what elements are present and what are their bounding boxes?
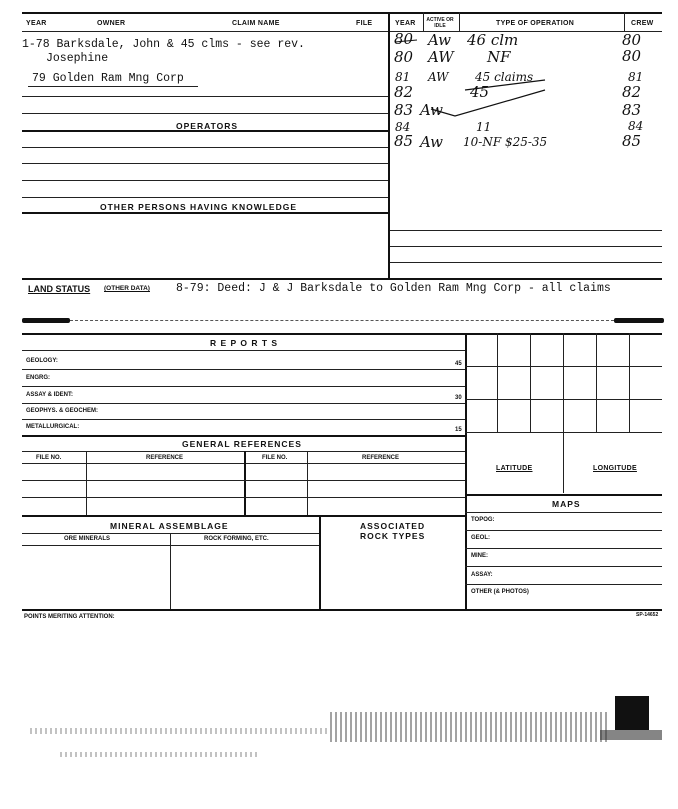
activity-crew: 84 bbox=[628, 119, 644, 133]
activity-status: AW bbox=[428, 70, 449, 84]
form-code: SP-14652 bbox=[636, 612, 659, 618]
points-meriting-attention: POINTS MERITING ATTENTION: bbox=[24, 614, 115, 620]
activity-operation: 45 claims bbox=[475, 70, 534, 84]
maps-top-rule bbox=[465, 494, 662, 496]
scan-noise-strip bbox=[60, 752, 260, 757]
scan-dark-smudge bbox=[600, 730, 662, 740]
general-references-title: GENERAL REFERENCES bbox=[182, 439, 302, 449]
report-number: 30 bbox=[455, 395, 462, 401]
report-number: 15 bbox=[455, 427, 462, 433]
grid-line-h3 bbox=[465, 432, 662, 433]
top-border bbox=[22, 12, 662, 14]
maps-geol: GEOL: bbox=[471, 535, 490, 541]
gen-ref-file-no-2: FILE NO. bbox=[262, 455, 288, 461]
grid-line-v3 bbox=[563, 333, 564, 493]
reports-title-rule bbox=[22, 350, 465, 351]
scan-noise-strip bbox=[30, 728, 330, 734]
operator-rule-4 bbox=[22, 197, 388, 198]
mineral-col-divider bbox=[170, 533, 171, 609]
activity-operation: 11 bbox=[476, 120, 492, 134]
report-label: METALLURGICAL: bbox=[26, 424, 80, 430]
report-label: GEOLOGY: bbox=[26, 358, 58, 364]
maps-rule bbox=[465, 584, 662, 585]
activity-crew: 83 bbox=[622, 101, 642, 119]
handwriting-strokes bbox=[395, 30, 665, 160]
col-divider-crew bbox=[624, 12, 625, 32]
maps-title: MAPS bbox=[552, 499, 581, 509]
header-year: YEAR bbox=[26, 20, 47, 27]
report-rule bbox=[22, 403, 465, 404]
activity-crew: 85 bbox=[622, 132, 642, 150]
owner-rule-2 bbox=[22, 113, 388, 114]
gen-ref-file-no: FILE NO. bbox=[36, 455, 62, 461]
activity-crew: 81 bbox=[628, 70, 644, 84]
header-active-or-idle: ACTIVE OR IDLE bbox=[426, 17, 454, 29]
reports-title: R E P O R T S bbox=[210, 338, 279, 348]
scan-dash-rule bbox=[70, 320, 614, 321]
associated-divider bbox=[319, 515, 321, 609]
scan-black-square bbox=[615, 696, 649, 730]
scan-mark-left bbox=[22, 318, 70, 323]
header-owner: OWNER bbox=[97, 20, 126, 27]
other-persons-label: OTHER PERSONS HAVING KNOWLEDGE bbox=[100, 202, 298, 212]
land-status-sublabel: (OTHER DATA) bbox=[104, 285, 150, 292]
owner-line-2: Josephine bbox=[46, 52, 109, 65]
activity-operation: 10-NF $25-35 bbox=[463, 135, 548, 149]
operator-rule-1 bbox=[22, 147, 388, 148]
report-label: ENGRG: bbox=[26, 375, 50, 381]
grid-line-v5 bbox=[629, 333, 630, 433]
activity-status: Aw bbox=[428, 31, 451, 49]
reports-bottom-rule bbox=[22, 435, 465, 437]
maps-other: OTHER (& PHOTOS) bbox=[471, 589, 529, 595]
grid-line-v4 bbox=[596, 333, 597, 433]
activity-crew: 82 bbox=[622, 83, 642, 101]
gen-ref-reference-2: REFERENCE bbox=[362, 455, 400, 461]
gen-ref-row-rule bbox=[22, 497, 465, 498]
owner-line-1: 1-78 Barksdale, John & 45 clms - see rev. bbox=[22, 38, 305, 51]
scan-noise-band bbox=[330, 712, 610, 742]
report-rule bbox=[22, 419, 465, 420]
report-rule bbox=[22, 386, 465, 387]
associated-line-1: ASSOCIATED bbox=[360, 521, 426, 531]
ore-minerals-label: ORE MINERALS bbox=[64, 536, 111, 542]
lower-bottom-border bbox=[22, 609, 662, 611]
report-rule bbox=[22, 369, 465, 370]
header-type-of-operation: TYPE OF OPERATION bbox=[496, 20, 575, 27]
activity-rule-3 bbox=[390, 262, 662, 263]
scan-mark-right bbox=[614, 318, 664, 323]
activity-operation: NF bbox=[487, 48, 511, 66]
maps-rule bbox=[465, 530, 662, 531]
lower-main-divider bbox=[465, 333, 467, 609]
grid-line-v2 bbox=[530, 333, 531, 433]
report-label: GEOPHYS. & GEOCHEM: bbox=[26, 408, 99, 414]
land-status-label: LAND STATUS bbox=[28, 284, 91, 294]
report-number: 45 bbox=[455, 361, 462, 367]
latitude-label: LATITUDE bbox=[496, 465, 533, 472]
activity-operation: 46 clm bbox=[467, 31, 519, 49]
lower-top-border bbox=[22, 333, 662, 335]
maps-rule bbox=[465, 548, 662, 549]
gen-ref-reference: REFERENCE bbox=[146, 455, 184, 461]
activity-operation: 45 bbox=[470, 83, 490, 101]
mineral-title: MINERAL ASSEMBLAGE bbox=[110, 521, 229, 531]
report-label: ASSAY & IDENT: bbox=[26, 392, 74, 398]
activity-rule-1 bbox=[390, 230, 662, 231]
activity-year: 80 bbox=[394, 48, 414, 66]
owner-rule-1 bbox=[22, 96, 388, 97]
activity-status: Aw bbox=[420, 133, 443, 151]
maps-mine: MINE: bbox=[471, 553, 488, 559]
owner-underline bbox=[28, 86, 198, 87]
header-year-right: YEAR bbox=[395, 20, 416, 27]
main-vertical-divider bbox=[388, 12, 390, 280]
maps-rule bbox=[465, 566, 662, 567]
activity-year: 83 bbox=[394, 101, 414, 119]
col-divider-active bbox=[423, 12, 424, 32]
associated-line-2: ROCK TYPES bbox=[360, 531, 426, 541]
grid-line-v1 bbox=[497, 333, 498, 433]
operator-rule-3 bbox=[22, 180, 388, 181]
maps-title-rule bbox=[465, 512, 662, 513]
operators-label: OPERATORS bbox=[176, 121, 239, 131]
other-persons-rule bbox=[22, 212, 388, 214]
gen-ref-bottom-rule bbox=[22, 515, 465, 517]
grid-line-h1 bbox=[465, 366, 662, 367]
owner-line-3: 79 Golden Ram Mng Corp bbox=[32, 72, 184, 85]
gen-ref-mid-divider bbox=[244, 451, 246, 515]
activity-rule-2 bbox=[390, 246, 662, 247]
activity-status: AW bbox=[428, 48, 454, 66]
header-file: FILE bbox=[356, 20, 373, 27]
activity-status: Aw bbox=[420, 101, 443, 119]
gen-ref-col-divider bbox=[86, 451, 87, 515]
gen-ref-col-divider bbox=[307, 451, 308, 515]
activity-year: 85 bbox=[394, 132, 414, 150]
rock-forming-label: ROCK FORMING, ETC. bbox=[204, 536, 269, 542]
top-section-bottom bbox=[22, 278, 662, 280]
activity-year: 84 bbox=[395, 120, 411, 134]
land-status-value: 8-79: Deed: J & J Barksdale to Golden Ram Mng Corp - all claims bbox=[176, 282, 611, 295]
gen-ref-row-rule bbox=[22, 480, 465, 481]
activity-crew: 80 bbox=[622, 31, 642, 49]
maps-topog: TOPOG: bbox=[471, 517, 495, 523]
operator-rule-2 bbox=[22, 163, 388, 164]
header-claim-name: CLAIM NAME bbox=[232, 20, 280, 27]
activity-crew: 80 bbox=[622, 47, 642, 65]
longitude-label: LONGITUDE bbox=[593, 465, 637, 472]
activity-year: 81 bbox=[395, 70, 411, 84]
header-crew: CREW bbox=[631, 20, 654, 27]
activity-year: 82 bbox=[394, 83, 414, 101]
activity-year: 80 bbox=[394, 30, 414, 48]
grid-line-h2 bbox=[465, 399, 662, 400]
maps-assay: ASSAY: bbox=[471, 572, 493, 578]
col-divider-type bbox=[459, 12, 460, 32]
